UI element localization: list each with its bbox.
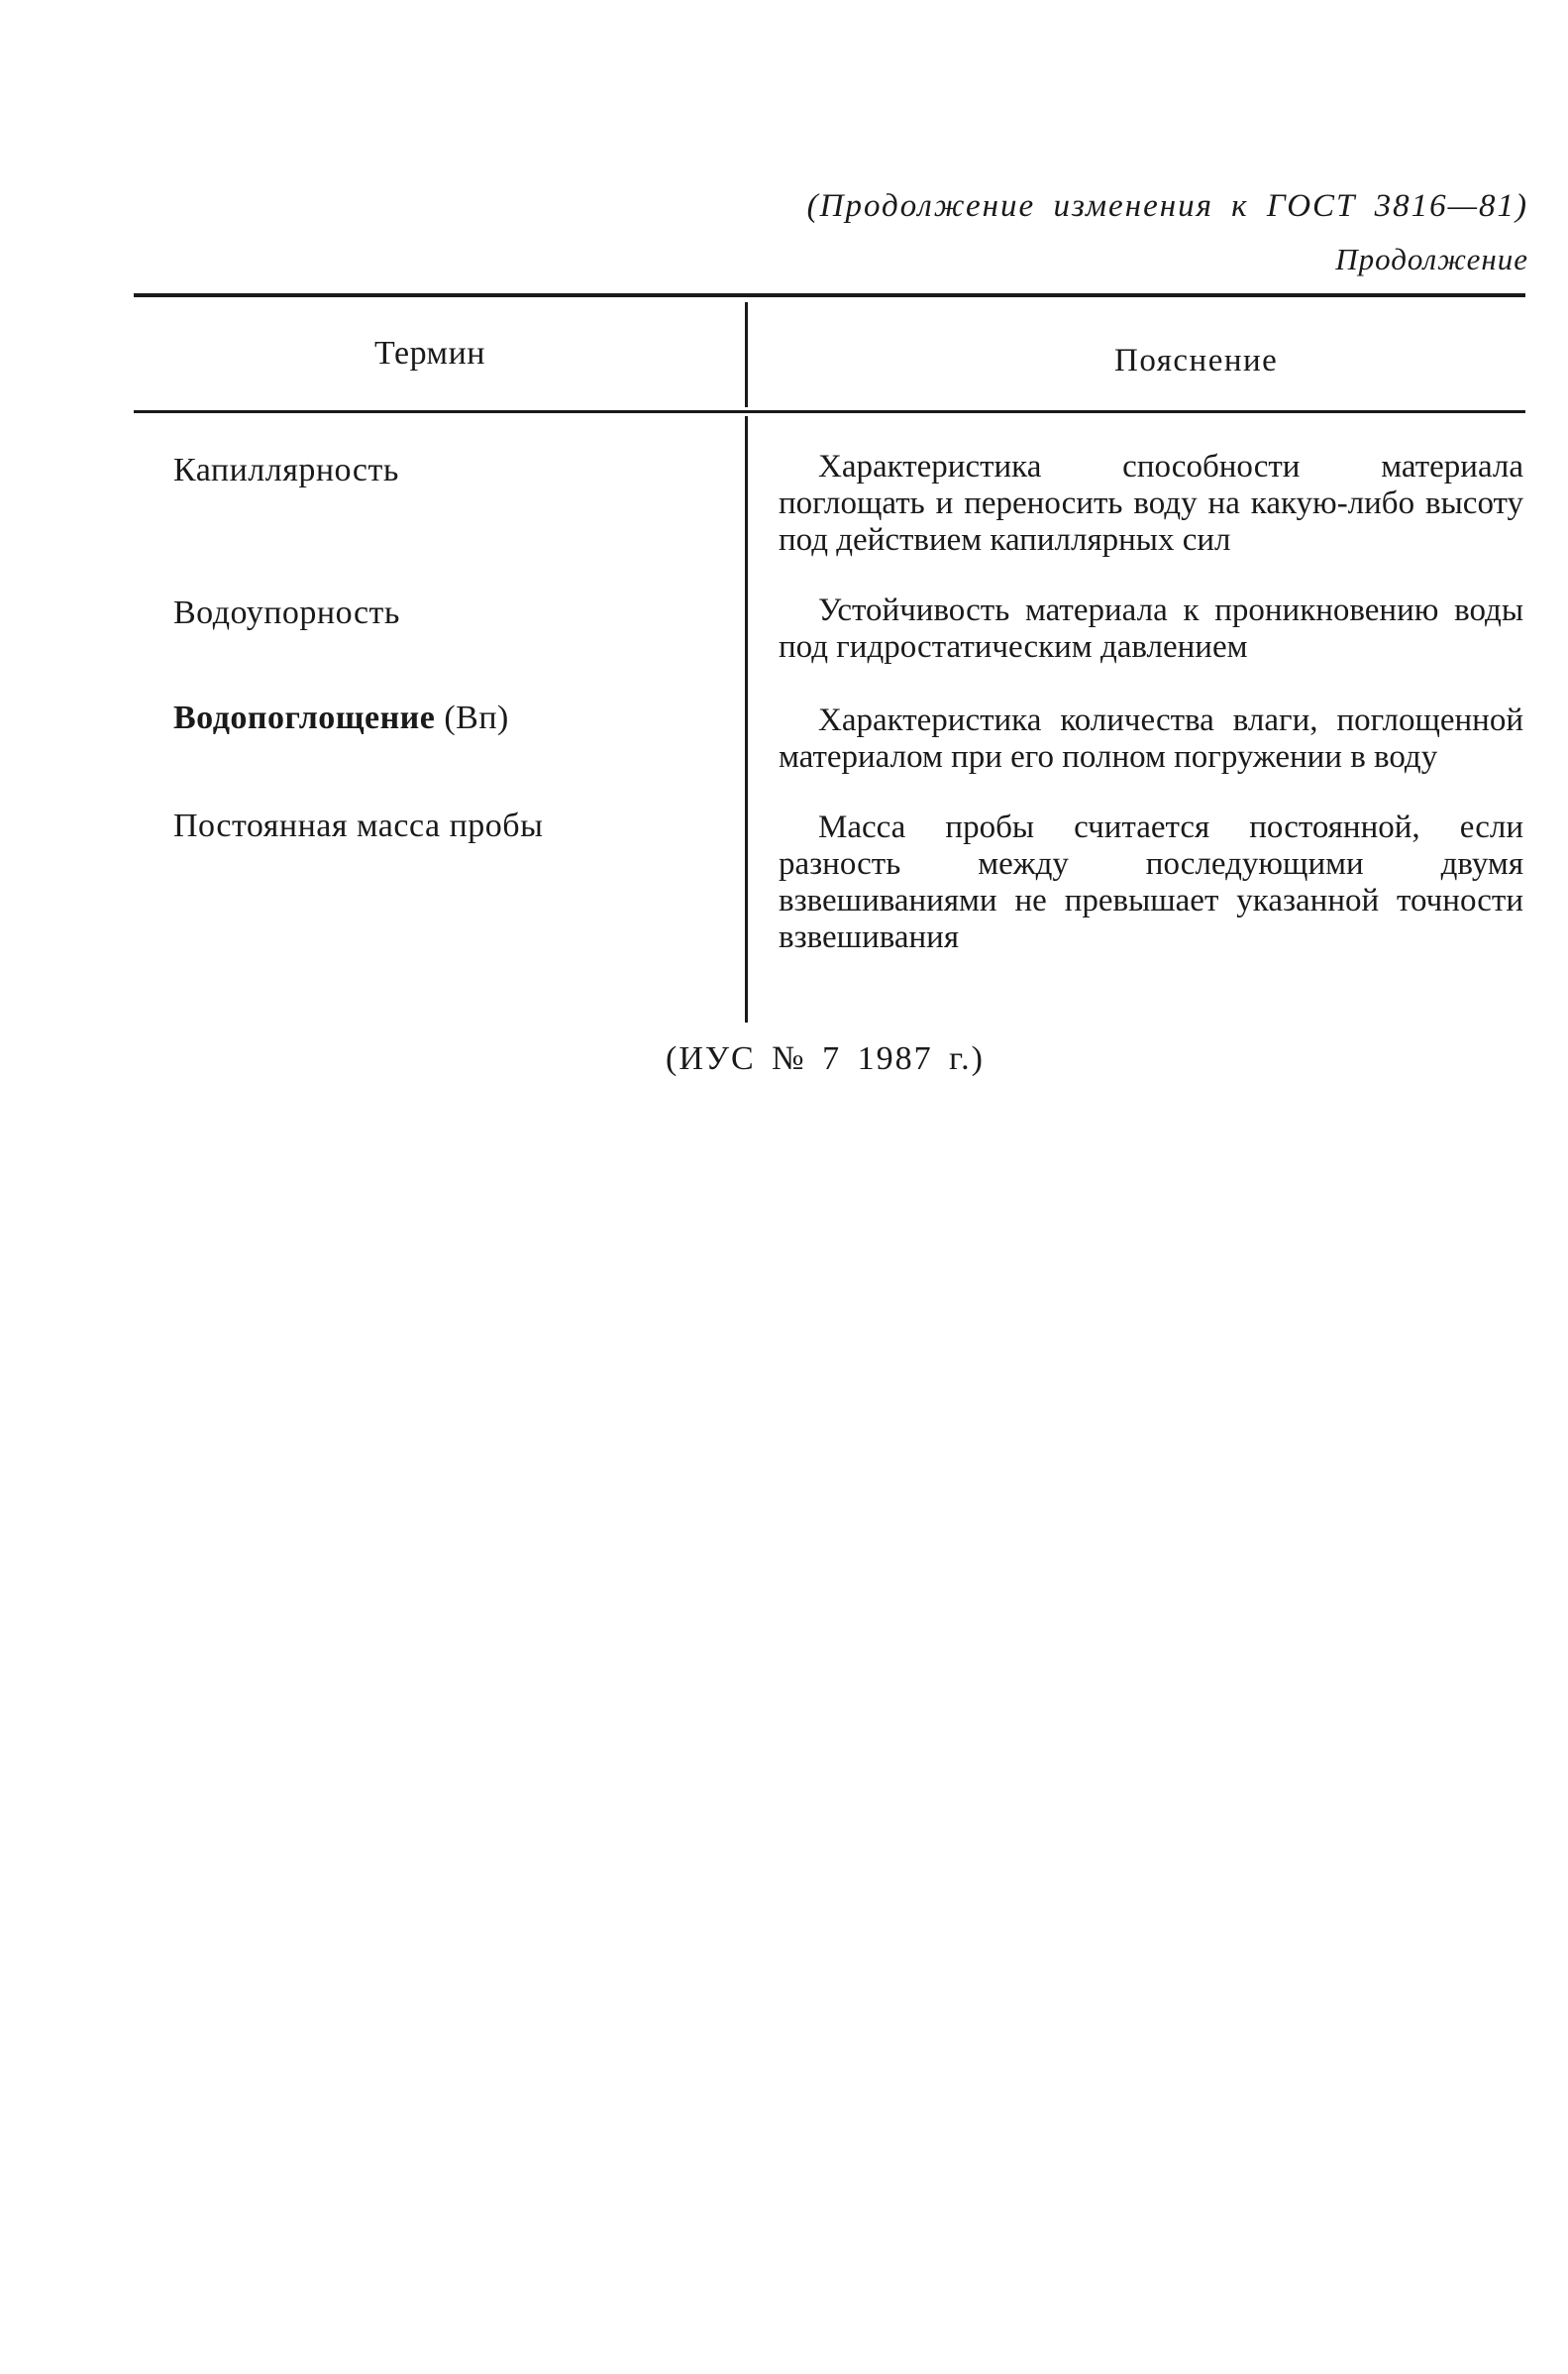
term-cell <box>173 700 509 737</box>
continuation-title: (Продолжение изменения к ГОСТ 3816—81) <box>806 188 1528 224</box>
term-cell: Водоупорность <box>173 594 400 631</box>
table-header-rule <box>134 410 1525 413</box>
column-header-term: Термин <box>374 335 485 372</box>
explanation-cell: Масса пробы считается постоянной, если разность между последующими двумя взвешиваниями не превышает указанной точности взвешивания <box>779 809 1523 955</box>
explanation-cell: Характеристика количества влаги, поглощенной материалом при его полном погружении в воду <box>779 702 1523 775</box>
table-header-divider <box>745 302 748 407</box>
table-column-divider <box>745 416 748 1023</box>
table-top-rule <box>134 293 1525 297</box>
term-cell: Постоянная масса пробы <box>173 808 544 844</box>
source-note: (ИУС № 7 1987 г.) <box>666 1040 985 1077</box>
column-header-explanation: Пояснение <box>1114 343 1279 378</box>
term-cell: Капиллярность <box>173 452 399 488</box>
continuation-label: Продолжение <box>1335 242 1528 276</box>
explanation-cell: Устойчивость материала к проникновению воды под гидростатическим давлением <box>779 593 1523 665</box>
term-symbol: (Bп) <box>435 700 509 736</box>
explanation-cell: Характеристика способности материала поглощать и переносить воду на какую-либо высоту под действием капиллярных сил <box>779 449 1523 558</box>
term-text: Водопоглощение <box>173 700 436 736</box>
